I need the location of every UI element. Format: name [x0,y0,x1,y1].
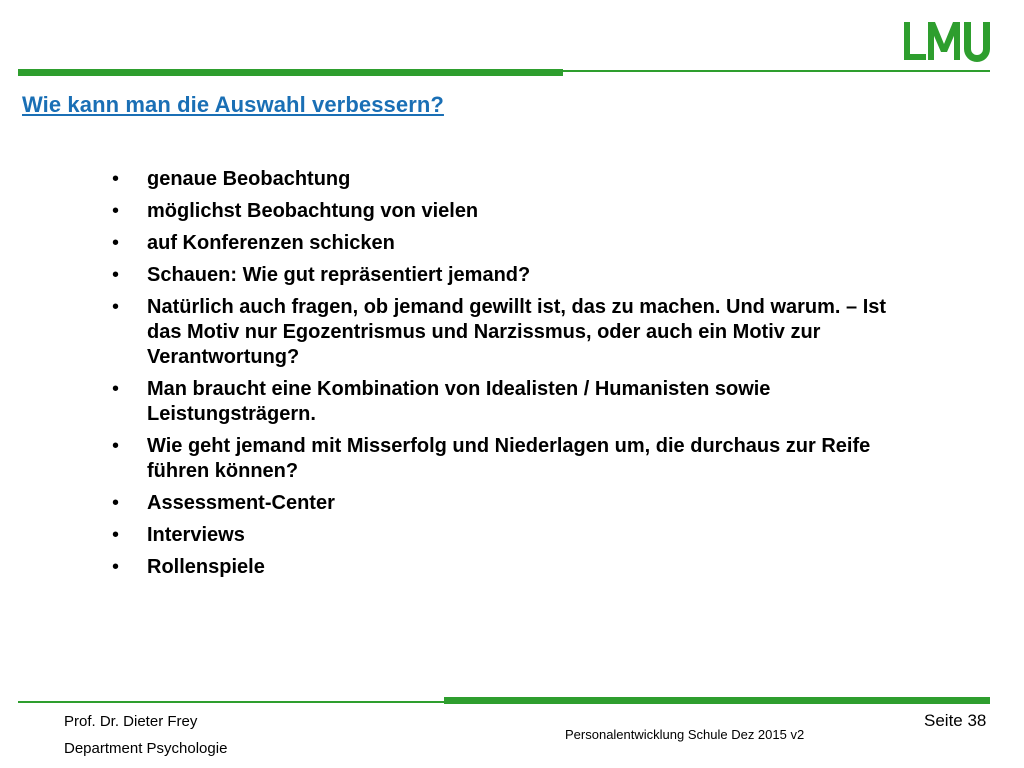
bullet-list [112,167,892,587]
bullet-marker: • [112,264,120,286]
bullet-marker: • [112,200,120,222]
header-rule-thick [18,69,563,76]
lmu-logo [902,20,992,62]
slide-title: Wie kann man die Auswahl verbessern? [22,92,444,117]
bullet-marker: • [112,524,120,546]
bullet-item [112,555,892,580]
bullet-text: Wie geht jemand mit Misserfolg und Niederlagen um, die durchaus zur Reife führen können? [147,435,871,482]
bullet-text: Man braucht eine Kombination von Idealisten / Humanisten sowie Leistungsträgern. [147,378,771,425]
bullet-text: Assessment-Center [147,492,335,514]
bullet-item [112,434,892,484]
bullet-text: möglichst Beobachtung von vielen [147,200,479,222]
bullet-item [112,167,892,192]
footer-department: Department Psychologie [64,740,228,757]
bullet-item [112,295,892,370]
page-number: Seite 38 [924,711,987,730]
footer-rule-thick [444,697,990,704]
bullet-item [112,377,892,427]
bullet-text: Schauen: Wie gut repräsentiert jemand? [147,264,531,286]
bullet-marker: • [112,168,120,190]
bullet-item [112,199,892,224]
footer-author: Prof. Dr. Dieter Frey [64,713,198,730]
bullet-item [112,263,892,288]
bullet-text: genaue Beobachtung [147,168,351,190]
bullet-text: Interviews [147,524,245,546]
bullet-text: auf Konferenzen schicken [147,232,395,254]
bullet-marker: • [112,378,120,400]
bullet-text: Natürlich auch fragen, ob jemand gewillt ist, das zu machen. Und warum. – Ist das Motiv nur Egozentrismus und Narzissmus, oder auch ein Motiv zur Verantwortung? [147,296,887,368]
bullet-marker: • [112,435,120,457]
bullet-marker: • [112,232,120,254]
bullet-item [112,491,892,516]
footer-rule-thin [18,701,444,703]
footer-course-title: Personalentwicklung Schule Dez 2015 v2 [565,727,805,742]
bullet-item [112,523,892,548]
bullet-text: Rollenspiele [147,556,265,578]
bullet-item [112,231,892,256]
header-rule-thin [563,70,990,72]
bullet-marker: • [112,556,120,578]
bullet-marker: • [112,296,120,318]
bullet-marker: • [112,492,120,514]
